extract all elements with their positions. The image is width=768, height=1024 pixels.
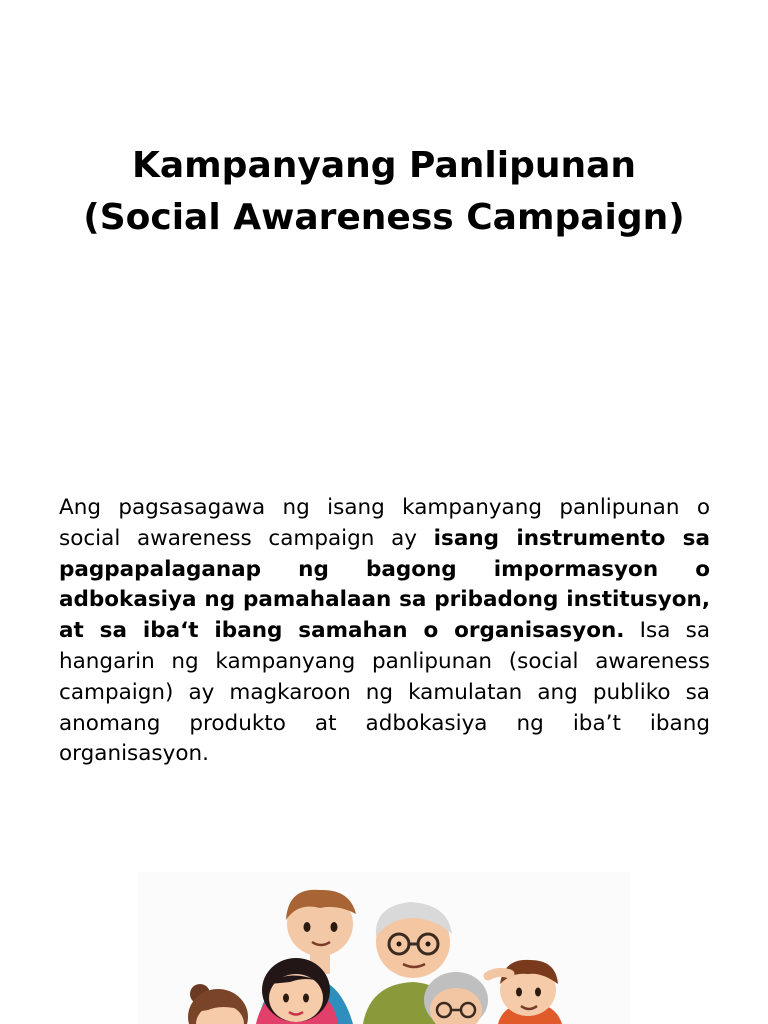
title-line-1: Kampanyang Panlipunan (131, 145, 637, 186)
paragraph-part-1: Ang pagsasagawa ng isang kampanyang panlipunan o social awareness campaign ay (59, 495, 710, 551)
slide-title (0, 140, 768, 244)
paragraph-part-2: Isa sa hangarin ng kampanyang panlipunan (social awareness campaign) ay magkaroon ng kamulatan ang publiko sa anomang produkto at adbokasiya ng iba’t ibang organisasyon. (59, 618, 710, 767)
title-line-2: (Social Awareness Campaign) (83, 197, 685, 238)
body-paragraph (59, 493, 710, 770)
paragraph-bold: isang instrumento sa pagpapalaganap ng bagong impormasyon o adbokasiya ng pamahalaan sa pribadong institusyon, at sa iba‘t ibang samahan o organisasyon. (59, 525, 710, 644)
crowd-of-people-icon (138, 872, 630, 1024)
